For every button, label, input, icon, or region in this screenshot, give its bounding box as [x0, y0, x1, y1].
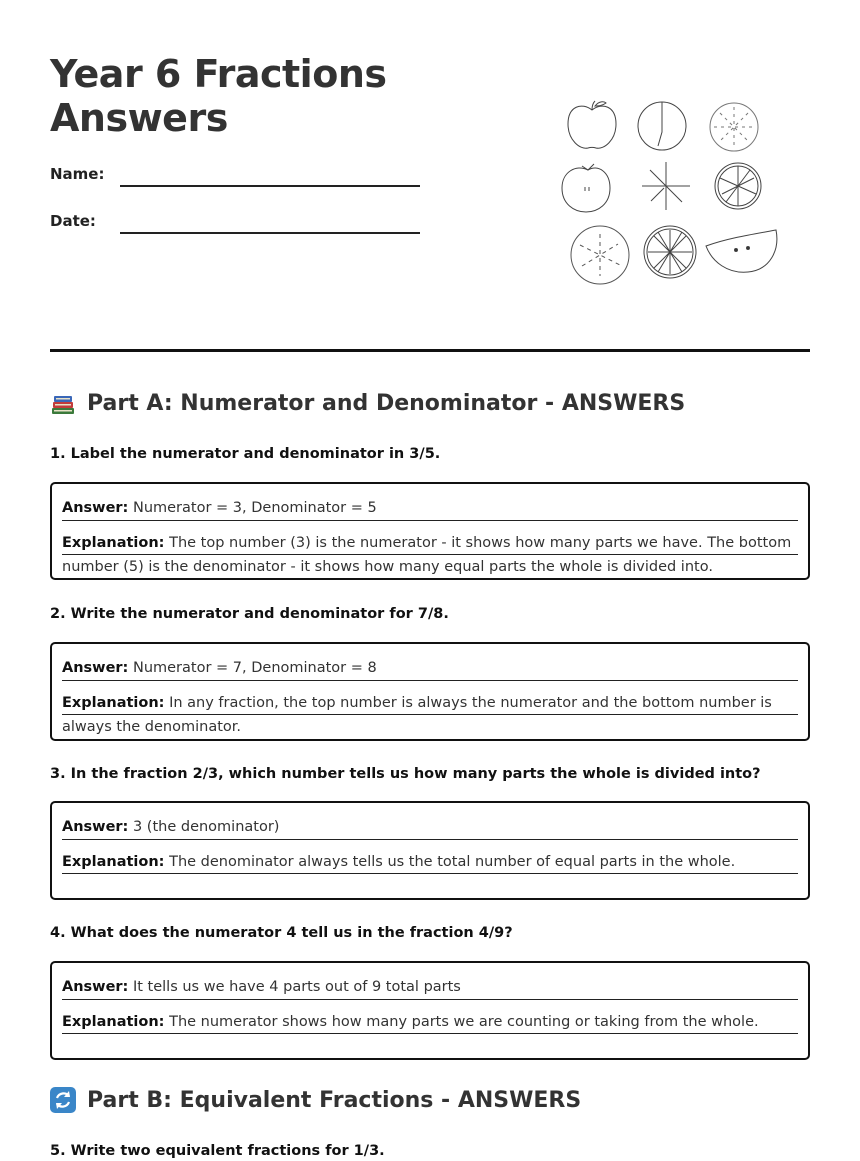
date-line[interactable] [120, 232, 420, 234]
name-line[interactable] [120, 185, 420, 187]
wheel-circle-icon [715, 163, 761, 209]
watermelon-slice-icon [706, 230, 777, 272]
explanation-label: Explanation: [62, 854, 165, 870]
answer-row [62, 656, 798, 681]
half-circle-icon [638, 102, 686, 150]
answer-box-4 [50, 961, 810, 1060]
explanation-row [62, 1010, 798, 1034]
section-heading-text: Part B: Equivalent Fractions - ANSWERS [87, 1087, 582, 1113]
answer-row [62, 975, 798, 1000]
date-label: Date: [50, 212, 96, 230]
answer-row [62, 815, 798, 840]
question-5: 5. Write two equivalent fractions for 1/3. [50, 1143, 385, 1159]
page-title [50, 52, 387, 140]
answer-label: Answer: [62, 500, 129, 516]
answer-box-1 [50, 482, 810, 580]
worksheet-header [50, 0, 810, 352]
name-label: Name: [50, 165, 105, 183]
answer-box-2 [50, 642, 810, 741]
answer-label: Answer: [62, 819, 129, 835]
name-field[interactable] [50, 165, 420, 189]
star-lines-icon [642, 162, 690, 210]
explanation-label: Explanation: [62, 535, 165, 551]
explanation-label: Explanation: [62, 1014, 165, 1030]
refresh-arrows-icon [50, 1087, 76, 1113]
explanation-text: The numerator shows how many parts we are counting or taking from the whole. [169, 1014, 759, 1030]
fruit-fractions-illustration [558, 98, 784, 288]
answer-box-3 [50, 801, 810, 900]
explanation-row [62, 850, 798, 874]
question-1: 1. Label the numerator and denominator in 3/5. [50, 446, 441, 462]
answer-text: Numerator = 3, Denominator = 5 [132, 500, 377, 516]
orange-wheel-icon [644, 226, 696, 278]
question-4: 4. What does the numerator 4 tell us in the fraction 4/9? [50, 925, 513, 941]
answer-label: Answer: [62, 979, 129, 995]
answer-text: Numerator = 7, Denominator = 8 [132, 660, 377, 676]
section-heading-part-b [50, 1085, 581, 1115]
apple-half-icon [562, 164, 610, 212]
explanation-text: The top number (3) is the numerator - it shows how many parts we have. The bottom number (5) is the denominator - it shows how many equal parts the whole is divided into. [62, 535, 792, 575]
question-3: 3. In the fraction 2/3, which number tells us how many parts the whole is divided into? [50, 766, 761, 782]
explanation-text: In any fraction, the top number is always the numerator and the bottom number is always the denominator. [62, 695, 772, 735]
explanation-row [62, 531, 798, 579]
title-line-2: Answers [50, 96, 228, 140]
apple-icon [568, 101, 616, 148]
explanation-row [62, 691, 798, 739]
answer-label: Answer: [62, 660, 129, 676]
eighths-circle-icon [710, 103, 758, 151]
books-icon [50, 390, 76, 416]
title-line-1: Year 6 Fractions [50, 52, 387, 96]
date-field[interactable] [50, 212, 420, 236]
worksheet-page [50, 0, 810, 1159]
explanation-label: Explanation: [62, 695, 165, 711]
answer-text: It tells us we have 4 parts out of 9 total parts [132, 979, 461, 995]
answer-row [62, 496, 798, 521]
section-heading-text: Part A: Numerator and Denominator - ANSWERS [87, 390, 686, 416]
orange-slice-icon [571, 226, 629, 284]
question-2: 2. Write the numerator and denominator for 7/8. [50, 606, 449, 622]
explanation-text: The denominator always tells us the total number of equal parts in the whole. [169, 854, 736, 870]
answer-text: 3 (the denominator) [132, 819, 280, 835]
section-heading-part-a [50, 388, 685, 418]
